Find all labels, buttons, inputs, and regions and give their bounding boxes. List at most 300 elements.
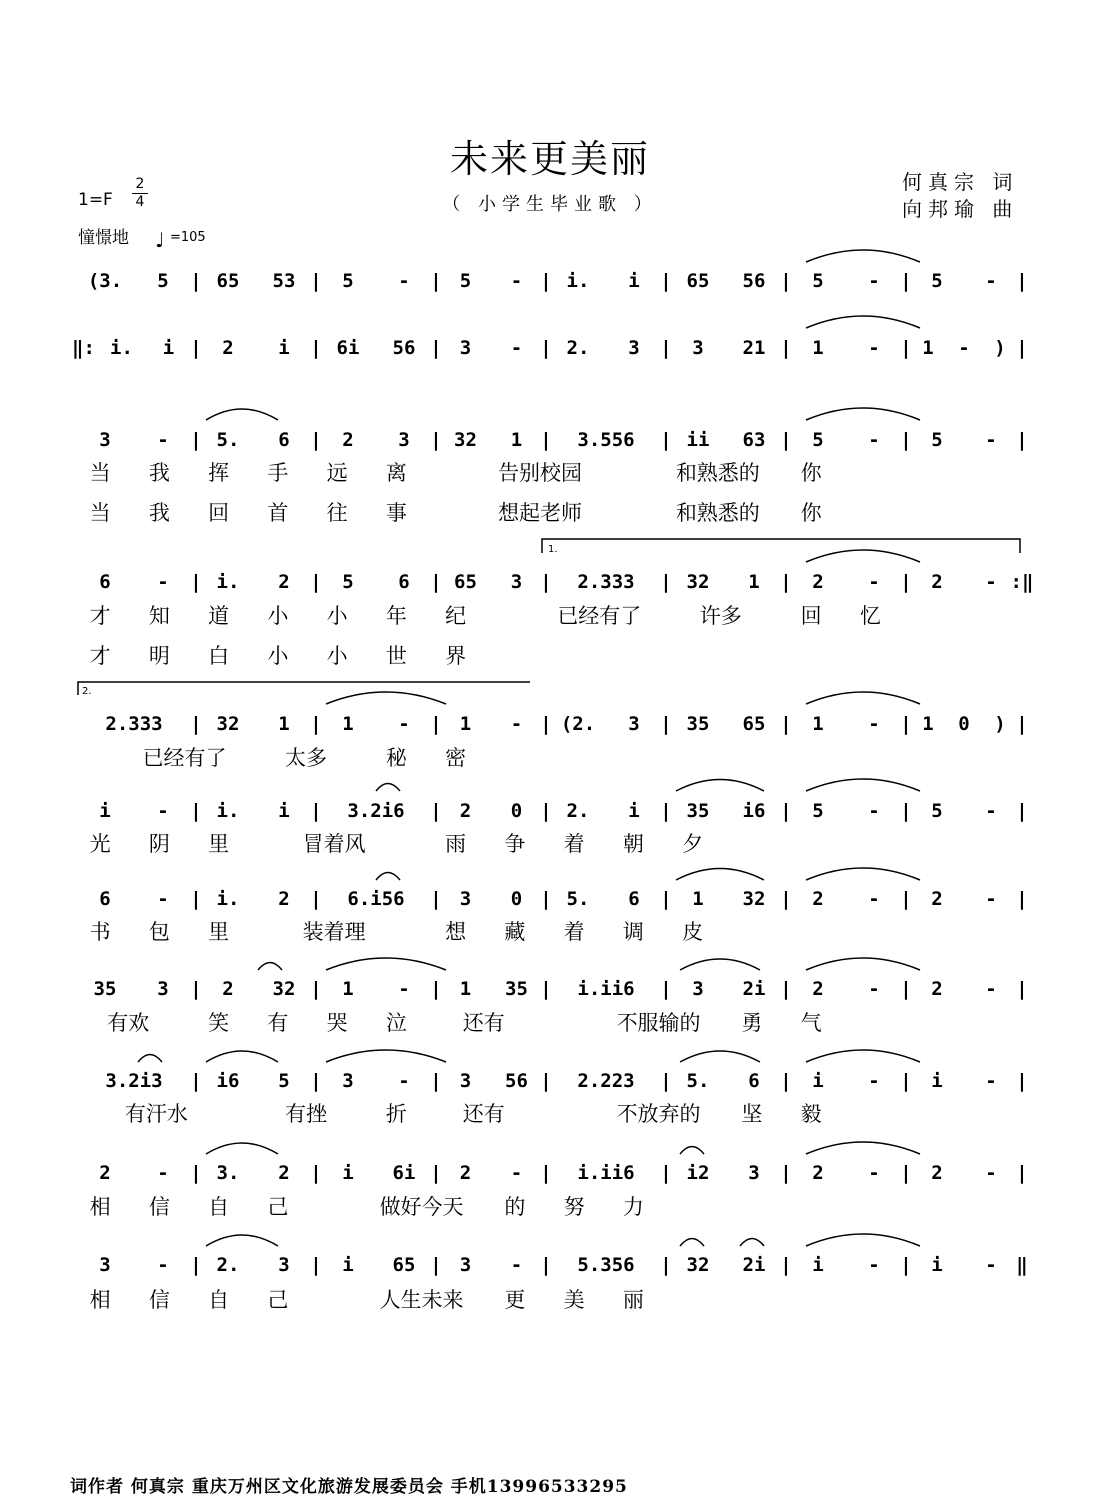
- note-token: i: [99, 800, 111, 822]
- barline: |: [540, 429, 552, 451]
- tie-arc: [740, 1239, 764, 1247]
- note-token: i: [162, 337, 175, 359]
- note-token: -: [985, 978, 997, 1000]
- barline: |: [900, 1070, 912, 1092]
- lyric-word: 己: [267, 1195, 289, 1219]
- lyric-word: 想起老师: [498, 501, 583, 525]
- tie-arc: [326, 1050, 446, 1062]
- note-token: i.: [216, 888, 240, 910]
- note-token: -: [985, 1254, 997, 1276]
- note-token: -: [157, 571, 169, 593]
- lyric-word: 小: [326, 644, 348, 668]
- barline: |: [430, 429, 442, 451]
- note-token: -: [157, 1254, 169, 1276]
- barline: |: [540, 800, 552, 822]
- barline: |: [310, 337, 322, 359]
- barline: |: [190, 800, 202, 822]
- lyric-word: 争: [504, 832, 526, 856]
- lyric-word: 年: [385, 604, 407, 628]
- barline: |: [780, 800, 792, 822]
- lyric-word: 冒着风: [302, 832, 366, 856]
- note-token: 6i: [336, 337, 360, 359]
- barline: |: [310, 429, 322, 451]
- lyric-word: 坚: [741, 1102, 763, 1126]
- lyric-word: 夕: [682, 832, 704, 856]
- barline: |: [190, 1254, 202, 1276]
- tie-arc: [676, 869, 764, 881]
- note-token: 3: [99, 1254, 111, 1276]
- tie-arc: [376, 873, 400, 881]
- tie-arc: [806, 1234, 920, 1246]
- note-token: -: [510, 337, 523, 359]
- note-token: 3: [459, 888, 472, 910]
- barline: |: [780, 888, 792, 910]
- tie-arc: [206, 1051, 278, 1062]
- lyric-word: 还有: [462, 1102, 505, 1126]
- note-token: 6: [398, 571, 410, 593]
- note-token: 3: [459, 1070, 472, 1092]
- note-token: 3: [748, 1162, 760, 1184]
- barline: |: [660, 800, 672, 822]
- lyric-word: 还有: [462, 1011, 505, 1035]
- time-signature: [132, 176, 148, 211]
- note-token: 5: [459, 270, 472, 292]
- volta-first-label: 1.: [548, 544, 558, 555]
- note-token: 2: [459, 800, 472, 822]
- note-token: 6: [278, 429, 290, 451]
- note-token: -: [398, 270, 410, 292]
- lyric-word: 才: [89, 644, 111, 668]
- lyric-line: [0, 601, 1100, 631]
- barline: |: [900, 800, 912, 822]
- note-token: i: [812, 1070, 824, 1092]
- barline: |: [430, 337, 442, 359]
- lyric-word: 勇: [741, 1011, 763, 1035]
- note-token: 5: [931, 800, 943, 822]
- note-token: i: [931, 1254, 943, 1276]
- lyric-word: 知: [148, 604, 170, 628]
- barline: |: [660, 1254, 672, 1276]
- quarter-note-icon: ♩: [155, 228, 165, 252]
- lyric-word: 小: [326, 604, 348, 628]
- lyric-word: 己: [267, 1288, 289, 1312]
- lyric-line: [0, 641, 1100, 671]
- note-token: 2: [931, 888, 943, 910]
- note-token: 3: [278, 1254, 290, 1276]
- note-token: -: [157, 429, 169, 451]
- barline: |: [660, 337, 672, 359]
- note-token: 6.i56: [347, 888, 405, 910]
- note-token: 5: [278, 1070, 290, 1092]
- barline: |: [190, 429, 202, 451]
- lyric-word: 泣: [385, 1011, 407, 1035]
- footer-contact: 词作者 何真宗 重庆万州区文化旅游发展委员会 手机13996533295: [70, 1477, 628, 1497]
- note-token: 1: [922, 337, 934, 359]
- barline: |: [540, 337, 552, 359]
- lyric-word: 调: [622, 920, 644, 944]
- barline: |: [780, 1254, 792, 1276]
- barline: |: [780, 270, 792, 292]
- note-token: -: [985, 800, 997, 822]
- tie-arc: [806, 1142, 920, 1154]
- note-token: 2: [812, 571, 824, 593]
- lyric-word: 往: [326, 501, 348, 525]
- note-token: i: [931, 1070, 943, 1092]
- note-token: i6: [216, 1070, 240, 1092]
- barline: |: [190, 888, 202, 910]
- lyric-line: [0, 1192, 1100, 1222]
- lyric-word: 白: [208, 644, 230, 668]
- lyric-word: 装着理: [302, 920, 366, 944]
- note-token: 3: [398, 429, 410, 451]
- lyric-word: 远: [326, 461, 348, 485]
- lyric-word: 书: [89, 920, 111, 944]
- note-token: 32: [742, 888, 766, 910]
- barline: |: [1016, 429, 1028, 451]
- note-token: i2: [686, 1162, 710, 1184]
- note-token: 5: [931, 429, 943, 451]
- lyric-word: 更: [504, 1288, 526, 1312]
- key-signature: 1=F: [78, 190, 113, 210]
- tie-arc: [326, 692, 446, 704]
- note-token: 2i: [742, 1254, 766, 1276]
- note-token: -: [398, 1070, 410, 1092]
- tempo-value: =105: [170, 230, 206, 245]
- barline: |: [190, 713, 202, 735]
- note-token: -: [868, 888, 880, 910]
- note-token: 32: [272, 978, 296, 1000]
- barline: |: [900, 337, 912, 359]
- lyric-word: 力: [622, 1195, 644, 1219]
- note-token: 2.: [566, 337, 590, 359]
- lyric-word: 想: [445, 920, 467, 944]
- note-token: 5: [812, 429, 824, 451]
- note-token: 1: [342, 978, 354, 1000]
- barline: |: [780, 337, 792, 359]
- note-token: 65: [216, 270, 240, 292]
- lyric-word: 已经有了: [557, 604, 642, 628]
- lyric-word: 美: [563, 1288, 585, 1312]
- tie-arc: [806, 408, 920, 420]
- lyric-line: [0, 829, 1100, 859]
- lyric-word: 秘: [385, 746, 407, 770]
- barline: |: [540, 978, 552, 1000]
- note-token: -: [868, 270, 880, 292]
- note-token: i: [278, 800, 290, 822]
- note-token: 5: [342, 270, 354, 292]
- barline: |: [900, 1162, 912, 1184]
- barline: |: [900, 429, 912, 451]
- note-token: 32: [686, 571, 710, 593]
- barline: |: [660, 429, 672, 451]
- note-token: -: [510, 1254, 523, 1276]
- tie-arc: [806, 868, 920, 880]
- note-token: 2.223: [577, 1070, 635, 1092]
- tie-arc: [806, 316, 920, 328]
- note-token: 1: [812, 713, 824, 735]
- barline: |: [430, 978, 442, 1000]
- note-token: 1: [510, 429, 523, 451]
- lyric-word: 毅: [800, 1102, 822, 1126]
- volta-second-bracket: [78, 682, 530, 695]
- barline: |: [430, 800, 442, 822]
- note-token: 56: [392, 337, 416, 359]
- barline: |: [900, 713, 912, 735]
- note-token: i.ii6: [577, 978, 635, 1000]
- note-token: ): [994, 713, 1006, 735]
- note-token: 2: [278, 888, 290, 910]
- lyric-word: 界: [445, 644, 467, 668]
- tie-arc: [806, 1050, 920, 1062]
- note-token: 5: [342, 571, 354, 593]
- lyric-word: 着: [563, 920, 585, 944]
- note-token: 2.333: [105, 713, 163, 735]
- lyric-word: 包: [148, 920, 170, 944]
- barline: |: [900, 571, 912, 593]
- note-token: 1: [278, 713, 290, 735]
- lyric-line: [0, 498, 1100, 528]
- lyric-word: 告别校园: [498, 461, 583, 485]
- tie-arc: [806, 250, 920, 262]
- barline: |: [900, 270, 912, 292]
- note-token: 2: [931, 978, 943, 1000]
- lyric-word: 朝: [622, 832, 644, 856]
- volta-second-label: 2.: [82, 686, 92, 697]
- note-token: 35: [686, 713, 710, 735]
- lyric-word: 和熟悉的: [675, 461, 760, 485]
- lyric-line: [0, 458, 1100, 488]
- note-token: 2: [222, 978, 234, 1000]
- note-token: 3.: [216, 1162, 240, 1184]
- note-token: 2: [812, 1162, 824, 1184]
- tie-arc: [680, 959, 760, 970]
- note-token: -: [985, 1162, 997, 1184]
- note-token: 35: [686, 800, 710, 822]
- lyric-word: 已经有了: [142, 746, 227, 770]
- song-title: 未来更美丽: [449, 137, 650, 181]
- barline: |: [190, 1162, 202, 1184]
- tie-arc: [676, 780, 764, 792]
- note-token: -: [157, 1162, 169, 1184]
- note-token: 32: [216, 713, 240, 735]
- note-token: 6: [99, 571, 111, 593]
- barline: |: [900, 1254, 912, 1276]
- note-token: i.: [566, 270, 590, 292]
- barline: |: [540, 1254, 552, 1276]
- tie-arc: [806, 958, 920, 970]
- lyric-word: 离: [385, 461, 407, 485]
- note-token: -: [985, 270, 997, 292]
- tie-arc: [206, 1235, 278, 1246]
- note-token: 6: [748, 1070, 760, 1092]
- tie-arc: [206, 409, 278, 420]
- barline: |: [310, 571, 322, 593]
- lyric-word: 人生未来: [379, 1288, 464, 1312]
- barline: |: [310, 1162, 322, 1184]
- note-token: -: [868, 1254, 880, 1276]
- lyric-word: 里: [208, 920, 230, 944]
- note-token: i.: [216, 571, 240, 593]
- note-token: i.ii6: [577, 1162, 635, 1184]
- note-token: -: [398, 978, 410, 1000]
- barline: |: [660, 1162, 672, 1184]
- note-token: 3: [99, 429, 111, 451]
- note-token: 2: [931, 571, 943, 593]
- note-token: 65: [742, 713, 766, 735]
- barline: |: [310, 713, 322, 735]
- lyric-word: 的: [504, 1195, 526, 1219]
- barline: |: [540, 571, 552, 593]
- lyric-word: 阴: [148, 832, 170, 856]
- note-token: -: [985, 1070, 997, 1092]
- note-token: i: [812, 1254, 824, 1276]
- note-token: 5: [812, 270, 824, 292]
- song-subtitle: （ 小学生毕业歌 ）: [442, 194, 658, 215]
- repeat-start-sign: ‖:: [72, 337, 95, 359]
- barline: |: [430, 571, 442, 593]
- tie-arc: [258, 963, 282, 971]
- barline: |: [190, 1070, 202, 1092]
- notation-row: [0, 1250, 1100, 1290]
- note-token: (3.: [87, 270, 123, 292]
- note-token: 56: [505, 1070, 528, 1092]
- tie-arc: [680, 1239, 704, 1247]
- note-token: 0: [510, 888, 523, 910]
- note-token: -: [868, 337, 880, 359]
- tie-arc: [376, 784, 400, 792]
- tie-arc: [806, 692, 920, 704]
- lyric-word: 信: [148, 1288, 170, 1312]
- lyric-word: 太多: [285, 746, 328, 770]
- note-token: 35: [505, 978, 528, 1000]
- lyric-word: 和熟悉的: [675, 501, 760, 525]
- tie-arc: [680, 1051, 760, 1062]
- note-token: 2: [812, 888, 824, 910]
- note-token: -: [868, 429, 880, 451]
- lyric-line: [0, 1285, 1100, 1315]
- lyric-line: [0, 743, 1100, 773]
- barline: |: [1016, 1162, 1028, 1184]
- note-token: 56: [742, 270, 766, 292]
- note-token: 2: [278, 571, 290, 593]
- note-token: -: [868, 978, 880, 1000]
- lyric-word: 回: [208, 501, 230, 525]
- lyric-word: 纪: [445, 604, 467, 628]
- note-token: i: [342, 1162, 354, 1184]
- barline: |: [430, 1070, 442, 1092]
- lyric-line: [0, 917, 1100, 947]
- lyric-line: [0, 1099, 1100, 1129]
- note-token: 35: [93, 978, 117, 1000]
- barline: |: [900, 888, 912, 910]
- note-token: -: [985, 888, 997, 910]
- note-token: -: [868, 1162, 880, 1184]
- lyric-word: 道: [208, 604, 230, 628]
- tie-arc: [138, 1055, 162, 1063]
- note-token: 6: [99, 888, 111, 910]
- note-token: -: [868, 571, 880, 593]
- notation-row: [0, 266, 1100, 306]
- note-token: 65: [454, 571, 477, 593]
- note-token: 32: [686, 1254, 710, 1276]
- lyric-word: 密: [445, 746, 467, 770]
- note-token: 5.356: [577, 1254, 635, 1276]
- note-token: 21: [742, 337, 766, 359]
- note-token: 2: [342, 429, 354, 451]
- note-token: 1: [748, 571, 760, 593]
- lyric-word: 相: [89, 1195, 111, 1219]
- lyric-word: 小: [267, 644, 289, 668]
- note-token: 2.333: [577, 571, 635, 593]
- tie-arc: [806, 779, 920, 791]
- barline: |: [190, 978, 202, 1000]
- note-token: -: [510, 270, 523, 292]
- barline: |: [540, 1070, 552, 1092]
- lyric-line: [0, 1008, 1100, 1038]
- barline: |: [900, 978, 912, 1000]
- barline: |: [1016, 270, 1028, 292]
- barline: |: [540, 1162, 552, 1184]
- note-token: 2: [278, 1162, 290, 1184]
- note-token: i.: [216, 800, 240, 822]
- note-token: ii: [686, 429, 710, 451]
- note-token: 6i: [392, 1162, 416, 1184]
- barline: |: [1016, 800, 1028, 822]
- lyric-word: 努: [563, 1195, 585, 1219]
- barline: |: [1016, 978, 1028, 1000]
- lyric-word: 自: [208, 1288, 230, 1312]
- lyric-word: 许多: [699, 604, 742, 628]
- lyric-word: 不服输的: [616, 1011, 701, 1035]
- lyric-word: 气: [800, 1011, 822, 1035]
- note-token: 3: [692, 337, 704, 359]
- lyric-word: 信: [148, 1195, 170, 1219]
- barline: |: [1016, 713, 1028, 735]
- barline: |: [660, 571, 672, 593]
- barline: |: [190, 571, 202, 593]
- lyric-word: 不放弃的: [616, 1102, 701, 1126]
- barline: |: [310, 1254, 322, 1276]
- note-token: 2: [812, 978, 824, 1000]
- note-token: 3.2i6: [347, 800, 405, 822]
- note-token: 2: [931, 1162, 943, 1184]
- barline: |: [1016, 337, 1028, 359]
- note-token: 3: [157, 978, 169, 1000]
- note-token: 5: [812, 800, 824, 822]
- volta-first-bracket: [542, 539, 1020, 553]
- barline: |: [1016, 1070, 1028, 1092]
- tie-arc: [806, 550, 920, 562]
- barline: |: [780, 429, 792, 451]
- lyric-word: 手: [267, 461, 289, 485]
- barline: |: [540, 270, 552, 292]
- note-token: 5: [931, 270, 943, 292]
- barline: |: [310, 978, 322, 1000]
- note-token: 2: [459, 1162, 472, 1184]
- barline: |: [780, 713, 792, 735]
- note-token: 3.2i3: [105, 1070, 163, 1092]
- note-token: 2: [99, 1162, 111, 1184]
- lyric-word: 才: [89, 604, 111, 628]
- notation-row: [0, 333, 1100, 373]
- barline: |: [780, 1162, 792, 1184]
- barline: |: [540, 713, 552, 735]
- lyric-word: 藏: [504, 920, 526, 944]
- lyric-word: 哭: [326, 1011, 348, 1035]
- lyric-word: 里: [208, 832, 230, 856]
- note-token: -: [868, 800, 880, 822]
- barline: |: [430, 1254, 442, 1276]
